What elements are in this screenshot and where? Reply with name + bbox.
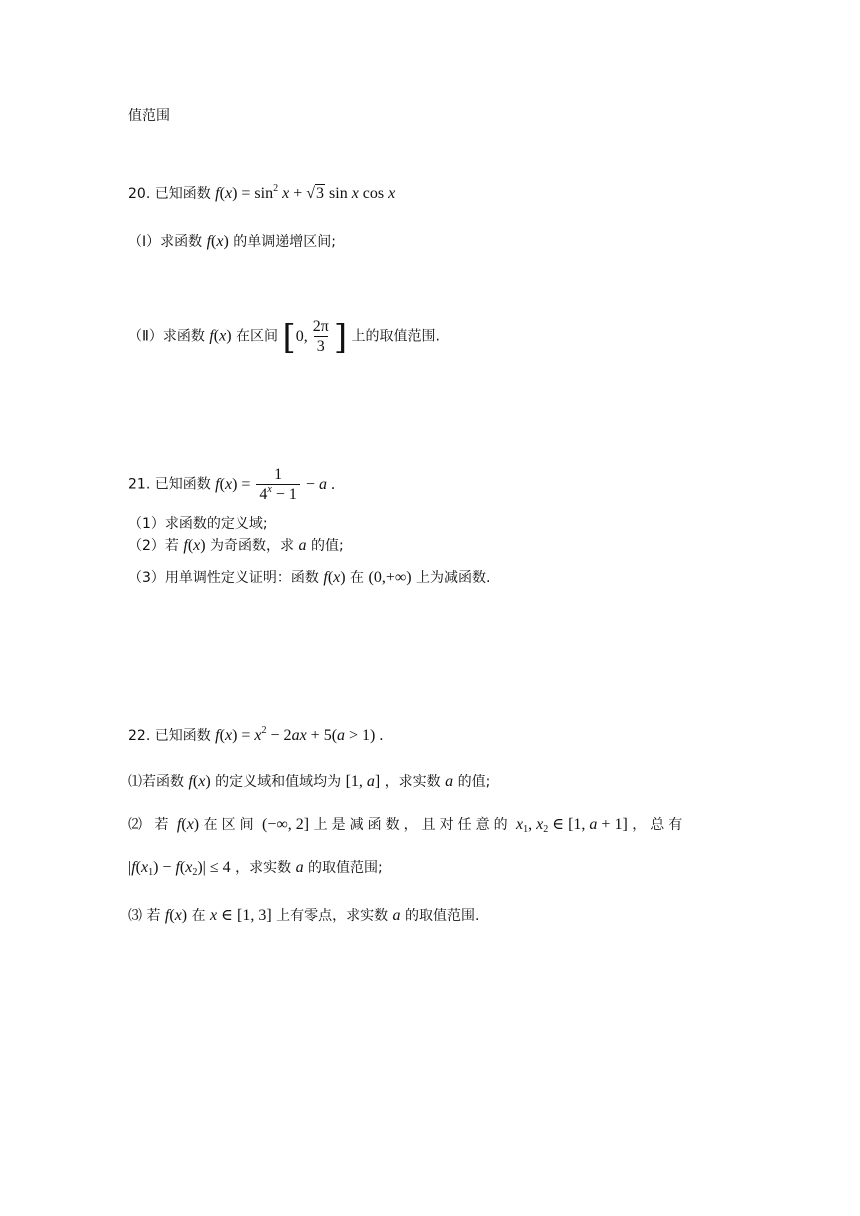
q22-part2-line1 — [128, 815, 686, 834]
q22-part3-b: 在 — [191, 908, 206, 924]
q22-statement — [128, 726, 383, 745]
q20-part2-text: 上的取值范围. — [351, 328, 440, 345]
q22-part3-d: 的取值范围. — [405, 908, 480, 924]
q21-part3-c: 上为减函数. — [416, 570, 491, 586]
q22-part3-domain: x ∈ [1, 3] — [210, 907, 272, 924]
q22-part2-line2 — [128, 858, 383, 877]
q20-part2-mid: 在区间 — [236, 328, 279, 345]
q21-part3-fx: f(x) — [323, 569, 346, 586]
q20-part1 — [128, 232, 336, 251]
q22-part3 — [128, 906, 479, 925]
q21-part1: （1）求函数的定义域; — [128, 516, 268, 532]
q21-number: 21. — [128, 476, 151, 493]
q20-part2-label: （Ⅱ）求函数 — [128, 328, 205, 345]
q20-intro: 已知函数 — [154, 186, 211, 202]
q22-part2-inequality: $|f(x_1) - f(x_2)| \le 4$ — [128, 859, 231, 878]
q22-part1-a-var: a — [445, 773, 454, 790]
q21-part2 — [128, 536, 344, 555]
q21-part3-interval: (0,+∞) — [368, 569, 412, 586]
q21-statement — [128, 466, 335, 504]
q22-part1 — [128, 772, 490, 791]
q22-part3-fx: f(x) — [164, 907, 188, 924]
q22-intro: 已知函数 — [154, 728, 211, 744]
q22-part3-a-var: a — [392, 907, 401, 924]
q22-part1-a: ⑴若函数 — [128, 774, 184, 790]
q20-part1-label: （Ⅰ）求函数 — [128, 234, 203, 250]
q22-part1-d: 的值; — [457, 774, 491, 790]
q20-part1-text: 的单调递增区间; — [233, 234, 336, 250]
q22-part1-interval: [1, a] — [345, 773, 381, 790]
q22-part2-e: ，求实数 — [235, 860, 292, 876]
q22-function-formula: $f(x) = x^2 - 2ax + 5(a > 1)$ . — [215, 725, 384, 744]
continued-text: 值范围 — [128, 108, 170, 124]
q22-part2-b: 在区间 — [203, 817, 258, 833]
q21-intro: 已知函数 — [154, 476, 211, 493]
q22-part2-fx: f(x) — [176, 816, 200, 833]
q22-part2-f: 的取值范围; — [308, 860, 383, 876]
q21-part2-a: （2）若 — [128, 538, 179, 554]
q22-part2-a: ⑵ 若 — [128, 817, 173, 833]
q22-part2-d: ，总有 — [632, 817, 687, 833]
q22-part2-interval: (−∞, 2] — [262, 816, 310, 833]
q22-part3-c: 上有零点，求实数 — [276, 908, 389, 924]
q20-statement — [128, 184, 395, 203]
q21-function-formula: f(x) = $\frac{1}{4^x - 1}$ − a . — [215, 466, 335, 503]
q21-part2-b: 为奇函数，求 — [210, 538, 295, 554]
q20-part2 — [128, 318, 440, 356]
q22-part2-a-var: a — [295, 859, 304, 876]
q22-part3-a: ⑶ 若 — [128, 908, 161, 924]
q21-part3-b: 在 — [350, 570, 365, 586]
q21-part2-c: 的值; — [310, 538, 344, 554]
q21-part3 — [128, 568, 491, 587]
q21-part2-fx: f(x) — [183, 537, 206, 554]
q22-part2-c: 上是减函数，且对任意的 — [313, 817, 512, 833]
q22-number: 22. — [128, 728, 151, 744]
q22-part2-x1x2: $x_1$, $x_2$ ∈ [1, a + 1] — [516, 816, 628, 835]
q21-part3-a: （3）用单调性定义证明：函数 — [128, 570, 319, 586]
q21-part2-a-var: a — [298, 537, 307, 554]
q20-number: 20. — [128, 186, 151, 202]
q22-part1-b: 的定义域和值域均为 — [215, 774, 342, 790]
q22-part1-c: ，求实数 — [384, 774, 441, 790]
q22-part1-fx: f(x) — [188, 773, 211, 790]
q20-part2-fx: f(x) — [209, 327, 232, 345]
q20-interval: [0, $\frac{2\pi}{3}$ ] — [282, 316, 348, 357]
q20-function-formula: $f(x) = \sin^2 x + √3$ sin x cos x — [215, 183, 396, 202]
q20-part1-fx: f(x) — [206, 233, 229, 250]
